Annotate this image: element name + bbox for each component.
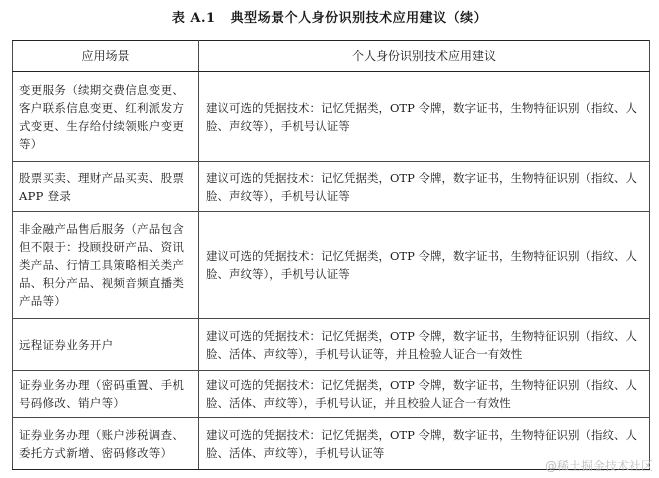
scenario-table bbox=[12, 40, 650, 470]
scene-cell: 股票买卖、理财产品买卖、股票APP 登录 bbox=[13, 162, 199, 212]
advice-cell: 建议可选的凭据技术：记忆凭据类，OTP 令牌，数字证书，生物特征识别（指纹、人脸、声纹等），手机号认证等 bbox=[199, 162, 650, 212]
scene-cell: 变更服务（续期交费信息变更、客户联系信息变更、红利派发方式变更、生存给付续领账户变更等） bbox=[13, 72, 199, 162]
column-header-advice: 个人身份识别技术应用建议 bbox=[199, 41, 650, 72]
scene-cell: 非金融产品售后服务（产品包含但不限于：投顾投研产品、资讯类产品、行情工具策略相关类产品、积分产品、视频音频直播类产品等） bbox=[13, 212, 199, 319]
advice-cell: 建议可选的凭据技术：记忆凭据类，OTP 令牌，数字证书，生物特征识别（指纹、人脸、活体、声纹等），手机号认证，并且校验人证合一有效性 bbox=[199, 371, 650, 418]
scene-cell: 远程证券业务开户 bbox=[13, 319, 199, 371]
column-header-scene: 应用场景 bbox=[13, 41, 199, 72]
advice-cell: 建议可选的凭据技术：记忆凭据类，OTP 令牌，数字证书，生物特征识别（指纹、人脸、活体、声纹等），手机号认证等，并且检验人证合一有效性 bbox=[199, 319, 650, 371]
advice-cell: 建议可选的凭据技术：记忆凭据类，OTP 令牌，数字证书，生物特征识别（指纹、人脸、声纹等），手机号认证等 bbox=[199, 212, 650, 319]
scene-cell: 证券业务办理（账户涉税调查、委托方式新增、密码修改等） bbox=[13, 418, 199, 470]
watermark: @稀土掘金技术社区 bbox=[544, 459, 653, 473]
table-row bbox=[13, 371, 650, 418]
table-row bbox=[13, 162, 650, 212]
scene-cell: 证券业务办理（密码重置、手机号码修改、销户等） bbox=[13, 371, 199, 418]
table-row bbox=[13, 72, 650, 162]
table-title bbox=[0, 7, 659, 26]
table-title-text: 典型场景个人身份识别技术应用建议（续） bbox=[230, 11, 488, 26]
table-row bbox=[13, 212, 650, 319]
advice-cell: 建议可选的凭据技术：记忆凭据类，OTP 令牌，数字证书，生物特征识别（指纹、人脸、活体、声纹等），手机号认证等 bbox=[199, 418, 650, 470]
table-number: 表 A.1 bbox=[171, 11, 216, 26]
table-row bbox=[13, 319, 650, 371]
advice-cell: 建议可选的凭据技术：记忆凭据类，OTP 令牌，数字证书，生物特征识别（指纹、人脸、声纹等），手机号认证等 bbox=[199, 72, 650, 162]
table-header-row bbox=[13, 41, 650, 72]
